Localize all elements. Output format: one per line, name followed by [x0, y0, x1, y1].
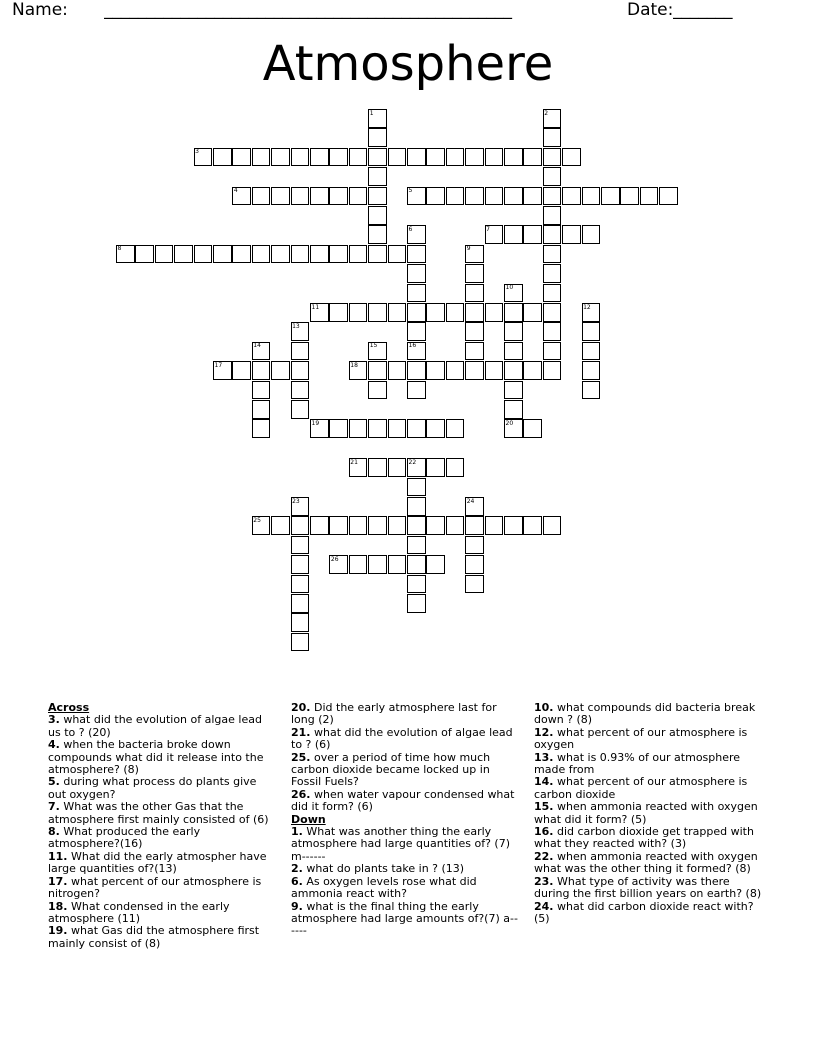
- grid-cell[interactable]: [523, 419, 542, 438]
- grid-cell[interactable]: [407, 516, 426, 535]
- grid-cell[interactable]: [504, 342, 523, 361]
- clue-item-number: 4.: [48, 738, 60, 752]
- grid-cell[interactable]: [252, 361, 271, 380]
- clue-number: 2: [544, 109, 549, 117]
- grid-cell[interactable]: [291, 633, 310, 652]
- clue-number: 4: [233, 187, 238, 195]
- grid-cell[interactable]: [291, 594, 310, 613]
- clue-item: [48, 776, 273, 801]
- grid-cell[interactable]: [504, 361, 523, 380]
- grid-cell[interactable]: [349, 148, 368, 167]
- clue-item-text: when ammonia reacted with oxygen what was the other thing it formed? (8): [534, 849, 758, 876]
- grid-cell[interactable]: [582, 225, 601, 244]
- grid-cell[interactable]: [291, 400, 310, 419]
- clue-number: 12: [583, 303, 591, 311]
- grid-cell[interactable]: [388, 361, 407, 380]
- grid-cell[interactable]: [659, 187, 678, 206]
- clue-item: [534, 801, 764, 826]
- grid-cell[interactable]: [562, 148, 581, 167]
- clue-item-number: 9.: [291, 899, 303, 913]
- grid-cell[interactable]: [368, 206, 387, 225]
- clue-item-text: What did the early atmospher have large quantities of?(13): [48, 849, 267, 876]
- grid-cell[interactable]: [349, 555, 368, 574]
- grid-cell[interactable]: [407, 555, 426, 574]
- clue-item-text: What type of activity was there during the first billion years on earth? (8): [534, 874, 762, 901]
- grid-cell[interactable]: [543, 148, 562, 167]
- clue-item: [291, 727, 519, 752]
- grid-cell[interactable]: [368, 458, 387, 477]
- clue-item: [534, 702, 764, 727]
- grid-cell[interactable]: [465, 555, 484, 574]
- grid-cell[interactable]: [155, 245, 174, 264]
- grid-cell[interactable]: [446, 419, 465, 438]
- clue-item-number: 14.: [534, 775, 554, 789]
- grid-cell[interactable]: [271, 245, 290, 264]
- clue-item-number: 11.: [48, 849, 68, 863]
- clue-item-number: 8.: [48, 825, 60, 839]
- clue-item: [291, 826, 519, 863]
- grid-cell[interactable]: [543, 264, 562, 283]
- grid-cell[interactable]: [465, 361, 484, 380]
- grid-cell[interactable]: [407, 478, 426, 497]
- clue-item: [291, 789, 519, 814]
- grid-cell[interactable]: [407, 245, 426, 264]
- grid-cell[interactable]: [504, 381, 523, 400]
- grid-cell[interactable]: [388, 148, 407, 167]
- clue-item-number: 22.: [534, 849, 554, 863]
- grid-cell[interactable]: [523, 303, 542, 322]
- grid-cell[interactable]: [407, 322, 426, 341]
- grid-cell[interactable]: [426, 303, 445, 322]
- clue-number: 23: [292, 497, 300, 505]
- clue-item-number: 6.: [291, 874, 303, 888]
- clue-item-number: 1.: [291, 825, 303, 839]
- grid-cell[interactable]: [271, 148, 290, 167]
- clue-item: [291, 752, 519, 789]
- clue-item: [291, 702, 519, 727]
- date-line[interactable]: _______: [673, 0, 733, 20]
- grid-cell[interactable]: [601, 187, 620, 206]
- grid-cell[interactable]: [485, 516, 504, 535]
- grid-cell[interactable]: [465, 536, 484, 555]
- clue-item-text: over a period of time how much carbon dioxide became locked up in Fossil Fuels?: [291, 750, 491, 789]
- grid-cell[interactable]: [271, 187, 290, 206]
- grid-cell[interactable]: [523, 225, 542, 244]
- grid-cell[interactable]: [543, 303, 562, 322]
- grid-cell[interactable]: [543, 128, 562, 147]
- grid-cell[interactable]: [329, 148, 348, 167]
- clue-item-text: What produced the early atmosphere?(16): [48, 825, 201, 851]
- clue-item: [48, 925, 273, 950]
- grid-cell[interactable]: [368, 303, 387, 322]
- grid-cell[interactable]: [465, 342, 484, 361]
- grid-cell[interactable]: [446, 303, 465, 322]
- grid-cell[interactable]: [485, 303, 504, 322]
- grid-cell[interactable]: [388, 555, 407, 574]
- grid-cell[interactable]: [426, 187, 445, 206]
- grid-cell[interactable]: [232, 245, 251, 264]
- clue-number: 8: [117, 245, 122, 253]
- clue-item-text: what Gas did the atmosphere first mainly consist of (8): [48, 924, 260, 950]
- clue-item-number: 26.: [291, 787, 311, 801]
- clue-number: 6: [408, 225, 413, 233]
- clue-item: [534, 876, 764, 901]
- grid-cell[interactable]: [368, 167, 387, 186]
- clue-item-number: 17.: [48, 874, 68, 888]
- grid-cell[interactable]: [465, 516, 484, 535]
- clue-item-text: Did the early atmosphere last for long (2): [291, 701, 497, 727]
- clue-number: 21: [350, 458, 358, 466]
- grid-cell[interactable]: [640, 187, 659, 206]
- grid-cell[interactable]: [582, 361, 601, 380]
- clue-item: [534, 851, 764, 876]
- clue-item-text: As oxygen levels rose what did ammonia react with?: [291, 874, 477, 901]
- grid-cell[interactable]: [465, 303, 484, 322]
- grid-cell[interactable]: [291, 516, 310, 535]
- clue-item-text: what is the final thing the early atmosphere had large amounts of?(7) a------: [291, 899, 518, 938]
- grid-cell[interactable]: [446, 516, 465, 535]
- grid-cell[interactable]: [504, 322, 523, 341]
- grid-cell[interactable]: [135, 245, 154, 264]
- grid-cell[interactable]: [310, 187, 329, 206]
- clue-number: 13: [292, 322, 300, 330]
- clue-item: [48, 739, 273, 776]
- grid-cell[interactable]: [349, 419, 368, 438]
- grid-cell[interactable]: [582, 322, 601, 341]
- clue-item-text: when the bacteria broke down compounds what did it release into the atmosphere? (8): [48, 738, 264, 777]
- grid-cell[interactable]: [368, 516, 387, 535]
- grid-cell[interactable]: [562, 225, 581, 244]
- clue-item-text: what did carbon dioxide react with? (5): [534, 899, 754, 925]
- grid-cell[interactable]: [543, 361, 562, 380]
- grid-cell[interactable]: [194, 245, 213, 264]
- grid-cell[interactable]: [291, 245, 310, 264]
- grid-cell[interactable]: [485, 148, 504, 167]
- grid-cell[interactable]: [349, 516, 368, 535]
- grid-cell[interactable]: [291, 148, 310, 167]
- clue-item-number: 19.: [48, 924, 68, 938]
- grid-cell[interactable]: [523, 516, 542, 535]
- grid-cell[interactable]: [329, 303, 348, 322]
- grid-cell[interactable]: [271, 516, 290, 535]
- grid-cell[interactable]: [582, 187, 601, 206]
- grid-cell[interactable]: [329, 187, 348, 206]
- grid-cell[interactable]: [388, 245, 407, 264]
- grid-cell[interactable]: [504, 303, 523, 322]
- clue-item-text: what do plants take in ? (13): [302, 862, 465, 876]
- grid-cell[interactable]: [485, 187, 504, 206]
- clue-item-text: what percent of our atmosphere is nitrogen?: [48, 874, 262, 901]
- grid-cell[interactable]: [368, 225, 387, 244]
- grid-cell[interactable]: [543, 225, 562, 244]
- grid-cell[interactable]: [407, 361, 426, 380]
- grid-cell[interactable]: [291, 361, 310, 380]
- grid-cell[interactable]: [329, 245, 348, 264]
- clue-item-number: 2.: [291, 862, 303, 876]
- grid-cell[interactable]: [232, 148, 251, 167]
- clue-heading: Down: [291, 812, 326, 826]
- clue-item-number: 21.: [291, 725, 311, 739]
- grid-cell[interactable]: [426, 458, 445, 477]
- grid-cell[interactable]: [543, 322, 562, 341]
- clue-item-text: what compounds did bacteria break down ? (8): [534, 701, 756, 727]
- grid-cell[interactable]: [465, 284, 484, 303]
- clue-item-text: What was another thing the early atmosphere had large quantities of? (7) m------: [291, 825, 510, 863]
- clue-item: [48, 826, 273, 851]
- clue-item-text: did carbon dioxide get trapped with what they reacted with? (3): [534, 825, 754, 851]
- clue-item-number: 20.: [291, 701, 311, 714]
- grid-cell[interactable]: [543, 187, 562, 206]
- clue-number: 14: [253, 342, 261, 350]
- grid-cell[interactable]: [504, 148, 523, 167]
- grid-cell[interactable]: [523, 187, 542, 206]
- grid-cell[interactable]: [291, 613, 310, 632]
- grid-cell[interactable]: [407, 536, 426, 555]
- grid-cell[interactable]: [291, 342, 310, 361]
- grid-cell[interactable]: [252, 148, 271, 167]
- clue-item-number: 16.: [534, 825, 554, 839]
- clue-number: 17: [214, 361, 223, 369]
- clue-number: 5: [408, 187, 413, 195]
- grid-cell[interactable]: [368, 381, 387, 400]
- clue-number: 19: [311, 419, 320, 427]
- grid-cell[interactable]: [407, 419, 426, 438]
- clue-number: 24: [466, 497, 475, 505]
- clue-number: 18: [350, 361, 358, 369]
- grid-cell[interactable]: [465, 575, 484, 594]
- clue-item-text: what is 0.93% of our atmosphere made from: [534, 750, 741, 777]
- grid-cell[interactable]: [252, 400, 271, 419]
- clue-item-number: 13.: [534, 750, 554, 764]
- clue-number: 3: [195, 148, 199, 156]
- grid-cell[interactable]: [543, 167, 562, 186]
- grid-cell[interactable]: [349, 187, 368, 206]
- grid-cell[interactable]: [252, 245, 271, 264]
- grid-cell[interactable]: [368, 555, 387, 574]
- clue-number: 22: [408, 458, 417, 466]
- grid-cell[interactable]: [329, 516, 348, 535]
- clue-number: 26: [330, 555, 339, 563]
- grid-cell[interactable]: [368, 245, 387, 264]
- clue-heading: Across: [48, 701, 90, 714]
- grid-cell[interactable]: [388, 516, 407, 535]
- grid-cell[interactable]: [349, 245, 368, 264]
- name-line[interactable]: ________________________________________________: [104, 0, 512, 20]
- clue-item-text: what did the evolution of algae lead to ? (6): [291, 725, 513, 752]
- clue-item-text: what percent of our atmosphere is oxygen: [534, 725, 748, 752]
- clue-item: [291, 901, 519, 938]
- grid-cell[interactable]: [543, 206, 562, 225]
- clue-item-number: 15.: [534, 800, 554, 814]
- clue-item-text: What was the other Gas that the atmosphere first mainly consisted of (6): [48, 800, 269, 826]
- clue-item: [534, 752, 764, 777]
- grid-cell[interactable]: [407, 594, 426, 613]
- grid-cell[interactable]: [368, 361, 387, 380]
- grid-cell[interactable]: [291, 187, 310, 206]
- clue-item-number: 23.: [534, 874, 554, 888]
- grid-cell[interactable]: [368, 419, 387, 438]
- grid-cell[interactable]: [291, 575, 310, 594]
- name-label: Name:: [12, 0, 68, 20]
- grid-cell[interactable]: [213, 148, 232, 167]
- grid-cell[interactable]: [291, 555, 310, 574]
- grid-cell[interactable]: [310, 148, 329, 167]
- grid-cell[interactable]: [504, 225, 523, 244]
- grid-cell[interactable]: [465, 322, 484, 341]
- grid-cell[interactable]: [232, 361, 251, 380]
- grid-cell[interactable]: [407, 148, 426, 167]
- grid-cell[interactable]: [426, 555, 445, 574]
- grid-cell[interactable]: [426, 361, 445, 380]
- clue-item: [48, 876, 273, 901]
- clue-number: 1: [369, 109, 374, 117]
- grid-cell[interactable]: [368, 128, 387, 147]
- clue-number: 10: [505, 284, 514, 292]
- grid-cell[interactable]: [271, 361, 290, 380]
- grid-cell[interactable]: [523, 361, 542, 380]
- clue-item: [48, 801, 273, 826]
- clue-item-number: 24.: [534, 899, 554, 913]
- grid-cell[interactable]: [349, 303, 368, 322]
- clue-item-number: 18.: [48, 899, 68, 913]
- grid-cell[interactable]: [543, 342, 562, 361]
- grid-cell[interactable]: [407, 381, 426, 400]
- grid-cell[interactable]: [368, 148, 387, 167]
- grid-cell[interactable]: [465, 264, 484, 283]
- grid-cell[interactable]: [485, 361, 504, 380]
- date-label: Date:: [627, 0, 674, 20]
- clue-number: 7: [486, 225, 490, 233]
- clues-column-1: [48, 702, 273, 950]
- grid-cell[interactable]: [543, 245, 562, 264]
- grid-cell[interactable]: [174, 245, 193, 264]
- clue-item-number: 5.: [48, 775, 60, 789]
- page-title: Atmosphere: [262, 36, 554, 92]
- grid-cell[interactable]: [523, 148, 542, 167]
- clue-item-number: 12.: [534, 725, 554, 739]
- clue-item-number: 7.: [48, 800, 60, 814]
- clue-item-text: What condensed in the early atmosphere (11): [48, 899, 230, 925]
- grid-cell[interactable]: [388, 458, 407, 477]
- grid-cell[interactable]: [407, 264, 426, 283]
- grid-cell[interactable]: [582, 381, 601, 400]
- grid-cell[interactable]: [562, 187, 581, 206]
- clue-number: 9: [466, 245, 471, 253]
- grid-cell[interactable]: [291, 381, 310, 400]
- grid-cell[interactable]: [504, 187, 523, 206]
- clue-number: 25: [253, 516, 261, 524]
- clue-item-number: 10.: [534, 701, 554, 714]
- grid-cell[interactable]: [407, 284, 426, 303]
- grid-cell[interactable]: [446, 458, 465, 477]
- grid-cell[interactable]: [426, 516, 445, 535]
- clue-item: [48, 851, 273, 876]
- clues-column-3: [534, 702, 764, 925]
- grid-cell[interactable]: [407, 303, 426, 322]
- clue-item-number: 3.: [48, 713, 60, 727]
- grid-cell[interactable]: [504, 516, 523, 535]
- clue-item: [291, 876, 519, 901]
- clue-item-text: what percent of our atmosphere is carbon dioxide: [534, 775, 748, 801]
- grid-cell[interactable]: [368, 187, 387, 206]
- grid-cell[interactable]: [329, 419, 348, 438]
- grid-cell[interactable]: [426, 419, 445, 438]
- clue-item-text: during what process do plants give out oxygen?: [48, 775, 257, 801]
- grid-cell[interactable]: [407, 497, 426, 516]
- grid-cell[interactable]: [543, 284, 562, 303]
- clue-number: 15: [369, 342, 378, 350]
- grid-cell[interactable]: [620, 187, 639, 206]
- clue-item: [48, 901, 273, 926]
- grid-cell[interactable]: [252, 187, 271, 206]
- grid-cell[interactable]: [543, 516, 562, 535]
- grid-cell[interactable]: [446, 148, 465, 167]
- grid-cell[interactable]: [252, 381, 271, 400]
- grid-cell[interactable]: [582, 342, 601, 361]
- grid-cell[interactable]: [388, 303, 407, 322]
- grid-cell[interactable]: [504, 400, 523, 419]
- clue-item: [48, 714, 273, 739]
- clue-item-text: what did the evolution of algae lead us to ? (20): [48, 713, 262, 739]
- clue-number: 11: [311, 303, 320, 311]
- grid-cell[interactable]: [446, 361, 465, 380]
- clue-item-text: when water vapour condensed what did it form? (6): [291, 787, 515, 814]
- grid-cell[interactable]: [213, 245, 232, 264]
- clue-item: [534, 776, 764, 801]
- grid-cell[interactable]: [407, 575, 426, 594]
- clue-item-text: when ammonia reacted with oxygen what did it form? (5): [534, 800, 758, 826]
- grid-cell[interactable]: [310, 245, 329, 264]
- clue-number: 20: [505, 419, 514, 427]
- grid-cell[interactable]: [291, 536, 310, 555]
- grid-cell[interactable]: [252, 419, 271, 438]
- clues-column-2: [291, 702, 519, 938]
- grid-cell[interactable]: [446, 187, 465, 206]
- grid-cell[interactable]: [465, 187, 484, 206]
- grid-cell[interactable]: [465, 148, 484, 167]
- grid-cell[interactable]: [388, 419, 407, 438]
- clue-item-number: 25.: [291, 750, 311, 764]
- grid-cell[interactable]: [310, 516, 329, 535]
- clue-number: 16: [408, 342, 417, 350]
- clue-item: [534, 826, 764, 851]
- grid-cell[interactable]: [426, 148, 445, 167]
- clue-item: [534, 727, 764, 752]
- clue-item: [534, 901, 764, 926]
